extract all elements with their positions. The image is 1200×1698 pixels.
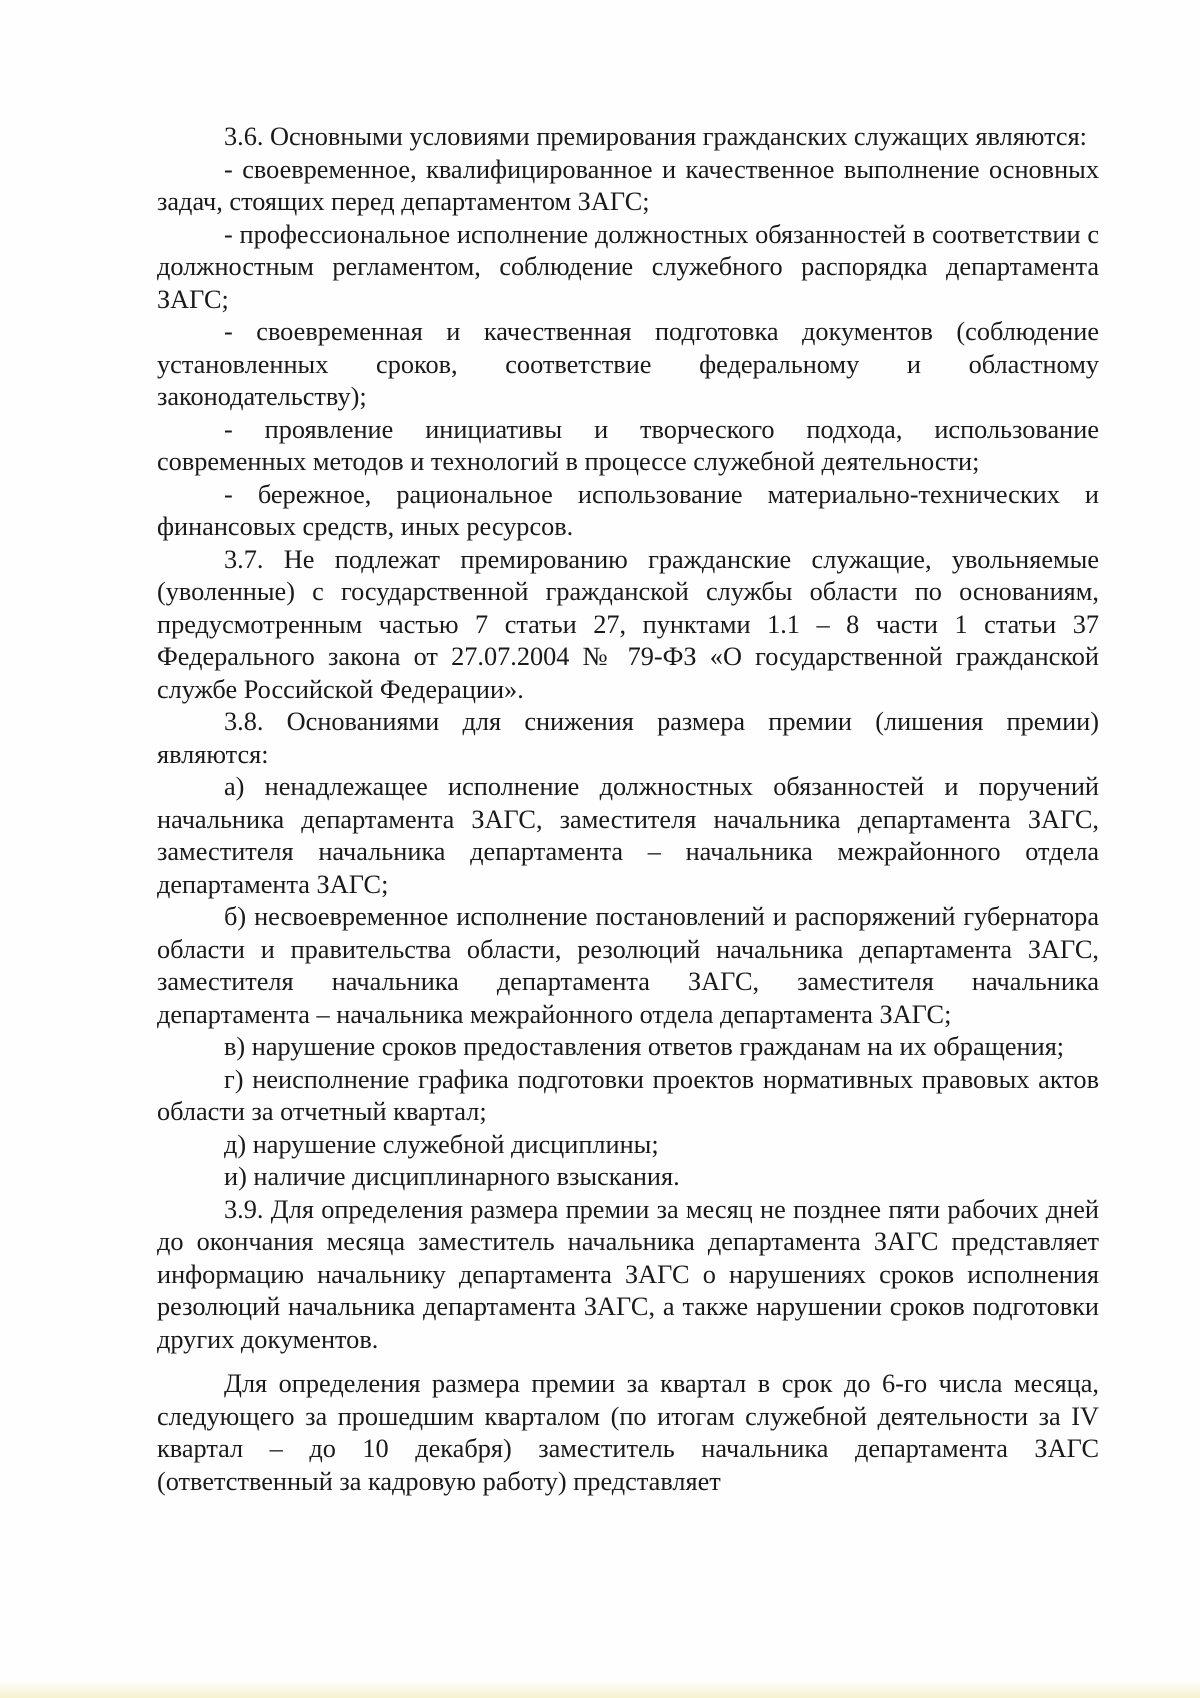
paragraph-quarter-premium: Для определения размера премии за квартал в срок до 6-го числа месяца, следующего за прошедшим кварталом (по итогам служебной деятельности за IV квартал – до 10 декабря) заместитель начальника департамента ЗАГС (ответственный за кадровую работу) представляет [157, 1369, 1099, 1496]
paragraph-3-6: 3.6. Основными условиями премирования гражданских служащих являются: [224, 122, 1087, 151]
paragraph-3-9: 3.9. Для определения размера премии за месяц не позднее пяти рабочих дней до окончания месяца заместитель начальника департамента ЗАГС представляет информацию начальнику департамента ЗАГС о нарушениях сроков исполнения резолюций начальника департамента ЗАГС, а также нарушении сроков подготовки других документов. [157, 1194, 1099, 1354]
list-item: - своевременная и качественная подготовка документов (соблюдение установленных сроков, соответствие федеральному и областному законодательству); [157, 317, 1099, 411]
list-item: д) нарушение служебной дисциплины; [224, 1129, 659, 1159]
document-text [157, 121, 1099, 1498]
list-item: - бережное, рациональное использование материально-технических и финансовых средств, иных ресурсов. [157, 479, 1099, 541]
list-item: и) наличие дисциплинарного взыскания. [224, 1162, 680, 1191]
list-item: - профессиональное исполнение должностных обязанностей в соответствии с должностным регламентом, соблюдение служебного распорядка департамента ЗАГС; [157, 219, 1099, 314]
list-item: а) ненадлежащее исполнение должностных обязанностей и поручений начальника департамента ЗАГС, заместителя начальника департамента ЗАГС, заместителя начальника департамента – начальника межрайонного отдела департамента ЗАГС; [157, 772, 1099, 899]
list-item: - проявление инициативы и творческого подхода, использование современных методов и технологий в процессе служебной деятельности; [157, 414, 1099, 476]
paragraph-3-8: 3.8. Основаниями для снижения размера премии (лишения премии) являются: [157, 707, 1099, 769]
list-item: - своевременное, квалифицированное и качественное выполнение основных задач, стоящих перед департаментом ЗАГС; [157, 154, 1099, 216]
list-item: в) нарушение сроков предоставления ответов гражданам на их обращения; [224, 1032, 1065, 1061]
paragraph-3-7: 3.7. Не подлежат премированию гражданские служащие, увольняемые (уволенные) с государственной гражданской службы области по основаниям, предусмотренным частью 7 статьи 27, пунктами 1.1 – 8 части 1 статьи 37 Федерального закона от 27.07.2004 № 79-ФЗ «О государственной гражданской службе Российской Федерации». [157, 544, 1099, 704]
list-item: б) несвоевременное исполнение постановлений и распоряжений губернатора области и правительства области, резолюций начальника департамента ЗАГС, заместителя начальника департамента ЗАГС, заместителя начальника департамента – начальника межрайонного отдела департамента ЗАГС; [157, 902, 1099, 1029]
list-item: г) неисполнение графика подготовки проектов нормативных правовых актов области за отчетный квартал; [157, 1064, 1099, 1126]
